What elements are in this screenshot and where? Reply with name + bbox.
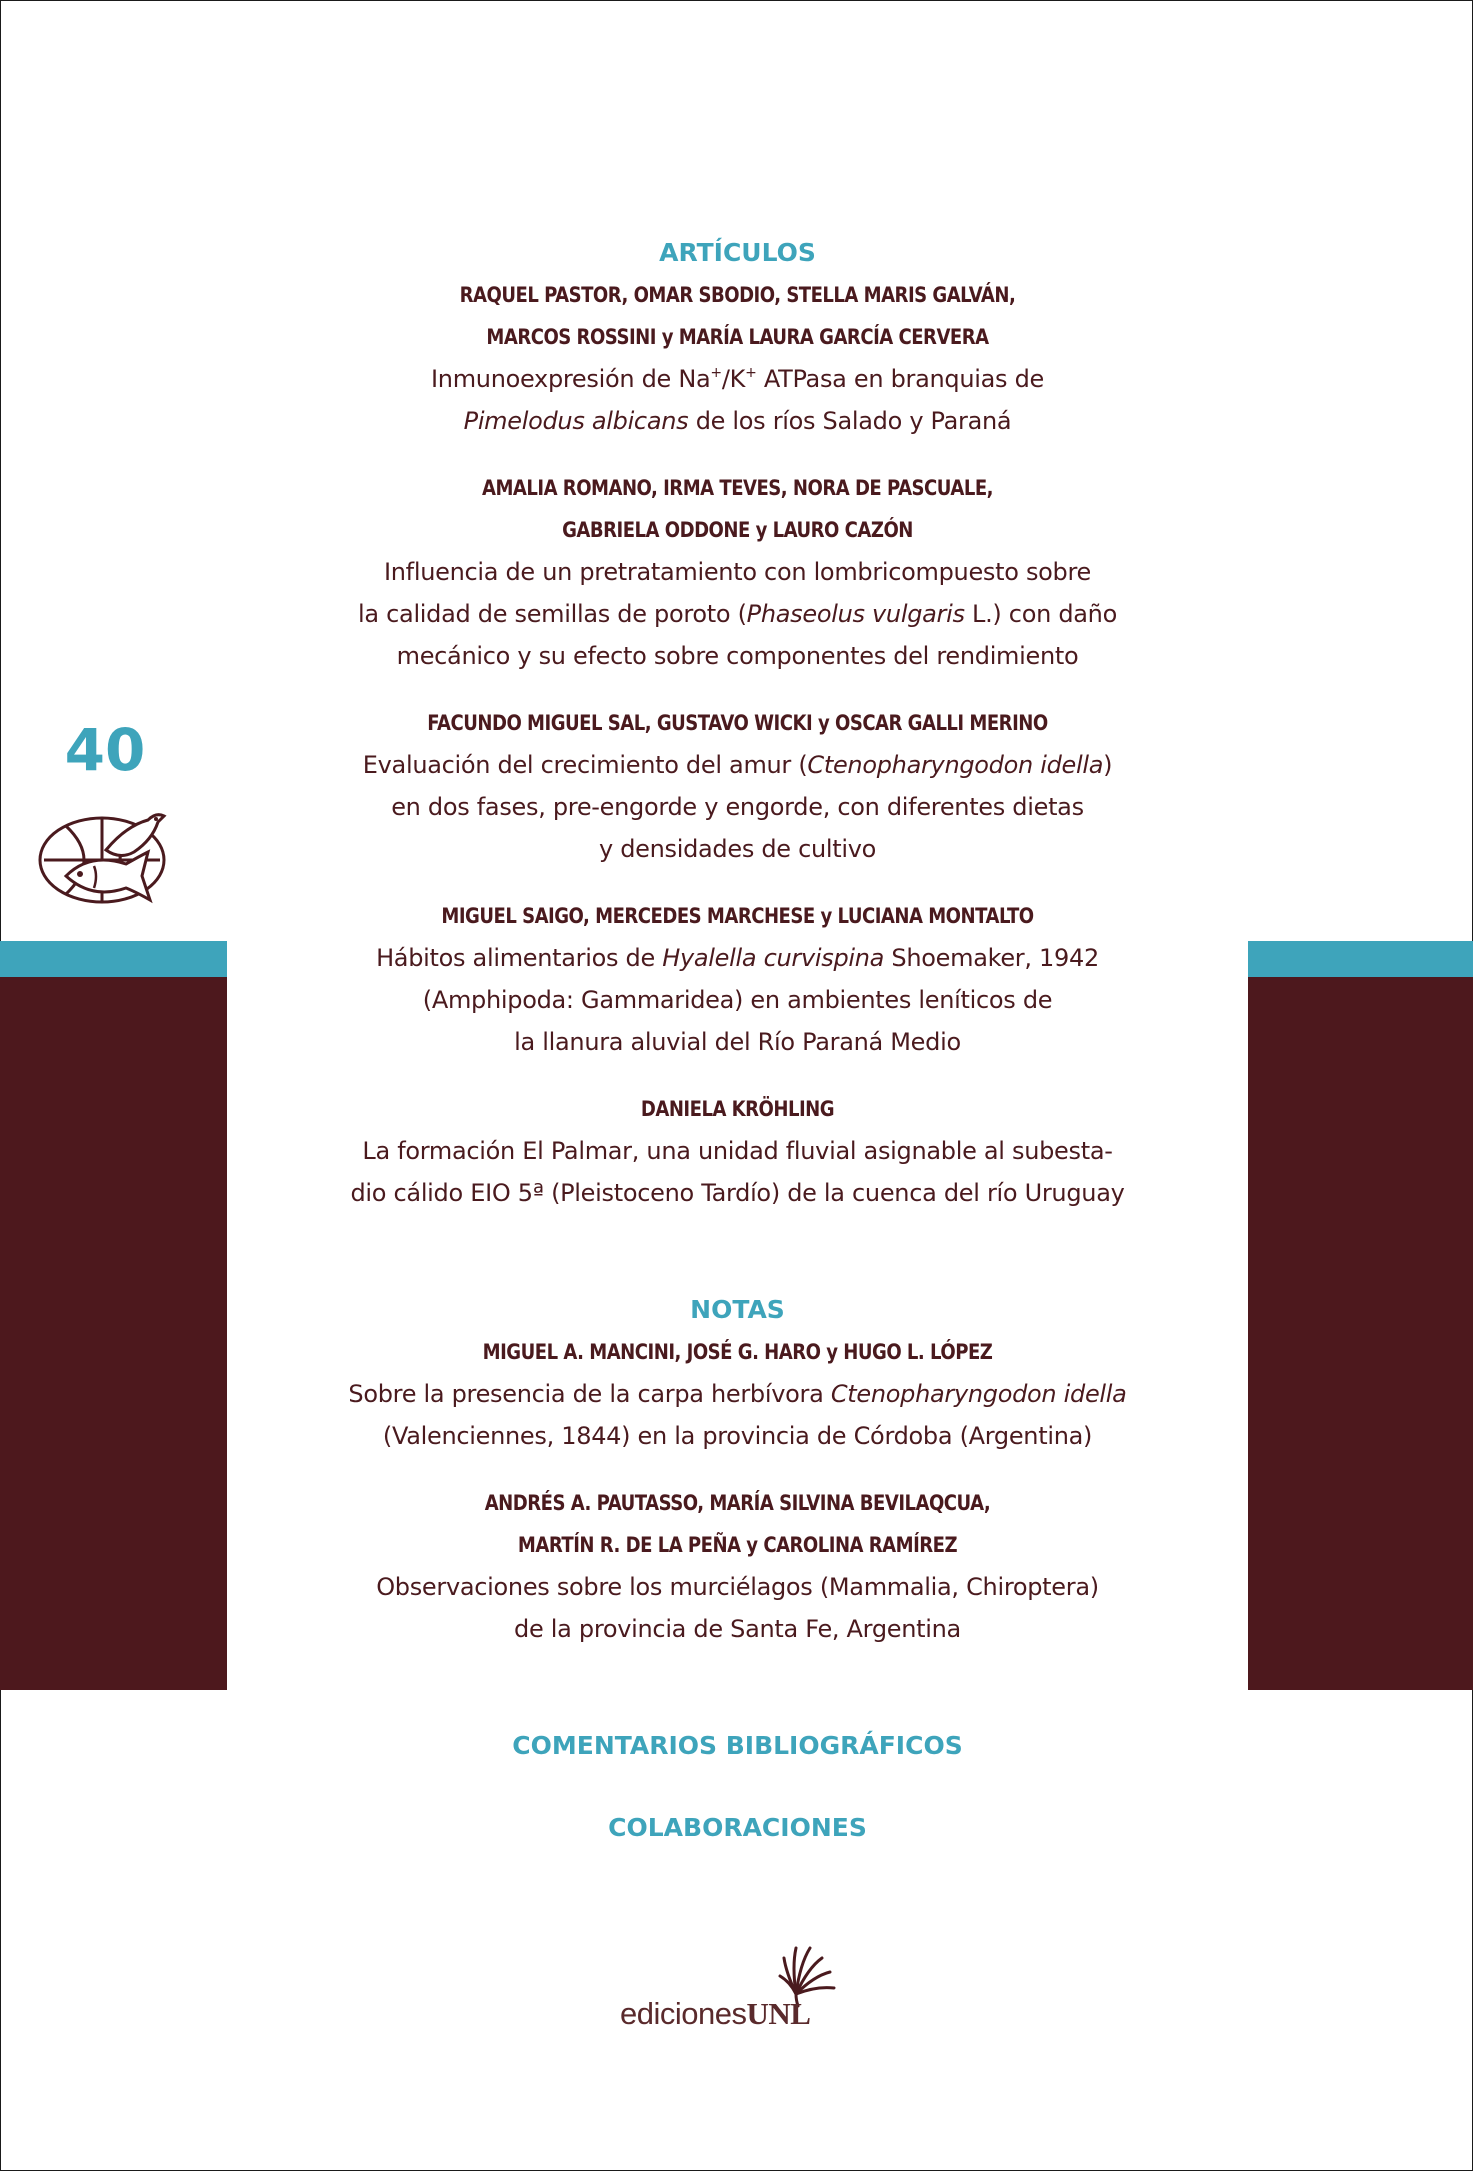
left-teal-band xyxy=(0,941,227,977)
section-title-colaboraciones: COLABORACIONES xyxy=(608,1813,867,1842)
article-authors: GABRIELA ODDONE y LAURO CAZÓN xyxy=(562,518,913,542)
publisher-name xyxy=(620,1996,810,2032)
article-authors: MIGUEL SAIGO, MERCEDES MARCHESE y LUCIANA MONTALTO xyxy=(441,904,1034,928)
title-text: Hábitos alimentarios de xyxy=(376,944,663,972)
left-maroon-band xyxy=(0,977,227,1690)
section-title-notas: NOTAS xyxy=(690,1295,785,1324)
note-title: Observaciones sobre los murciélagos (Mammalia, Chiroptera) xyxy=(376,1573,1099,1601)
article-title xyxy=(227,593,1248,635)
note-title: (Valenciennes, 1844) en la provincia de Córdoba (Argentina) xyxy=(382,1422,1093,1450)
right-teal-band xyxy=(1248,941,1473,977)
title-text: de los ríos Salado y Paraná xyxy=(688,407,1012,435)
publisher-name-part: UNL xyxy=(746,1996,811,2031)
right-maroon-band xyxy=(1248,977,1473,1690)
article-entry xyxy=(227,702,1248,870)
note-title: de la provincia de Santa Fe, Argentina xyxy=(514,1615,961,1643)
note-entry xyxy=(227,1482,1248,1650)
article-title: la llanura aluvial del Río Paraná Medio xyxy=(514,1028,961,1056)
note-title xyxy=(227,1373,1248,1415)
article-authors: RAQUEL PASTOR, OMAR SBODIO, STELLA MARIS GALVÁN, xyxy=(459,283,1016,307)
article-entry xyxy=(227,467,1248,677)
bird-fish-globe-emblem-icon xyxy=(36,806,174,914)
article-title: La formación El Palmar, una unidad fluvial asignable al subesta- xyxy=(362,1137,1113,1165)
article-title: dio cálido EIO 5ª (Pleistoceno Tardío) de la cuenca del río Uruguay xyxy=(350,1179,1125,1207)
note-entry xyxy=(227,1331,1248,1457)
article-title: Influencia de un pretratamiento con lombricompuesto sobre xyxy=(383,558,1091,586)
title-text: ATPasa en branquias de xyxy=(756,365,1044,393)
title-text: L.) con daño xyxy=(964,600,1117,628)
species-name: Pimelodus albicans xyxy=(463,407,689,435)
note-authors: ANDRÉS A. PAUTASSO, MARÍA SILVINA BEVILAQCUA, xyxy=(484,1491,991,1515)
issue-number: 40 xyxy=(64,716,146,784)
article-title xyxy=(227,937,1248,979)
title-text: Sobre la presencia de la carpa herbívora xyxy=(348,1380,831,1408)
superscript: + xyxy=(745,365,757,381)
article-entry xyxy=(227,1088,1248,1214)
title-text: /K xyxy=(721,365,746,393)
section-title-articulos: ARTÍCULOS xyxy=(659,238,816,267)
title-text: ) xyxy=(1103,751,1113,779)
publisher-logo xyxy=(620,1936,854,2036)
title-text: Shoemaker, 1942 xyxy=(884,944,1099,972)
article-title xyxy=(227,744,1248,786)
species-name: Ctenopharyngodon idella xyxy=(830,1380,1127,1408)
species-name: Ctenopharyngodon idella xyxy=(807,751,1104,779)
article-entry xyxy=(227,895,1248,1063)
table-of-contents xyxy=(227,232,1248,1849)
title-text: Inmunoexpresión de Na xyxy=(431,365,711,393)
article-title: (Amphipoda: Gammaridea) en ambientes leníticos de xyxy=(422,986,1053,1014)
note-authors: MIGUEL A. MANCINI, JOSÉ G. HARO y HUGO L. LÓPEZ xyxy=(482,1340,993,1364)
article-authors: DANIELA KRÖHLING xyxy=(640,1097,835,1121)
section-title-comentarios: COMENTARIOS BIBLIOGRÁFICOS xyxy=(512,1731,963,1760)
article-title: y densidades de cultivo xyxy=(598,835,877,863)
article-title: mecánico y su efecto sobre componentes del rendimiento xyxy=(396,642,1079,670)
article-authors: FACUNDO MIGUEL SAL, GUSTAVO WICKI y OSCAR GALLI MERINO xyxy=(427,711,1048,735)
superscript: + xyxy=(710,365,722,381)
article-title xyxy=(227,400,1248,442)
note-authors: MARTÍN R. DE LA PEÑA y CAROLINA RAMÍREZ xyxy=(517,1533,958,1557)
article-title xyxy=(227,358,1248,400)
publisher-name-part: ediciones xyxy=(620,1996,747,2031)
article-authors: AMALIA ROMANO, IRMA TEVES, NORA DE PASCUALE, xyxy=(481,476,994,500)
article-authors: MARCOS ROSSINI y MARÍA LAURA GARCÍA CERVERA xyxy=(486,325,989,349)
species-name: Hyalella curvispina xyxy=(662,944,885,972)
article-title: en dos fases, pre-engorde y engorde, con diferentes dietas xyxy=(391,793,1084,821)
title-text: la calidad de semillas de poroto ( xyxy=(358,600,747,628)
title-text: Evaluación del crecimiento del amur ( xyxy=(362,751,808,779)
species-name: Phaseolus vulgaris xyxy=(746,600,965,628)
article-entry xyxy=(227,274,1248,442)
